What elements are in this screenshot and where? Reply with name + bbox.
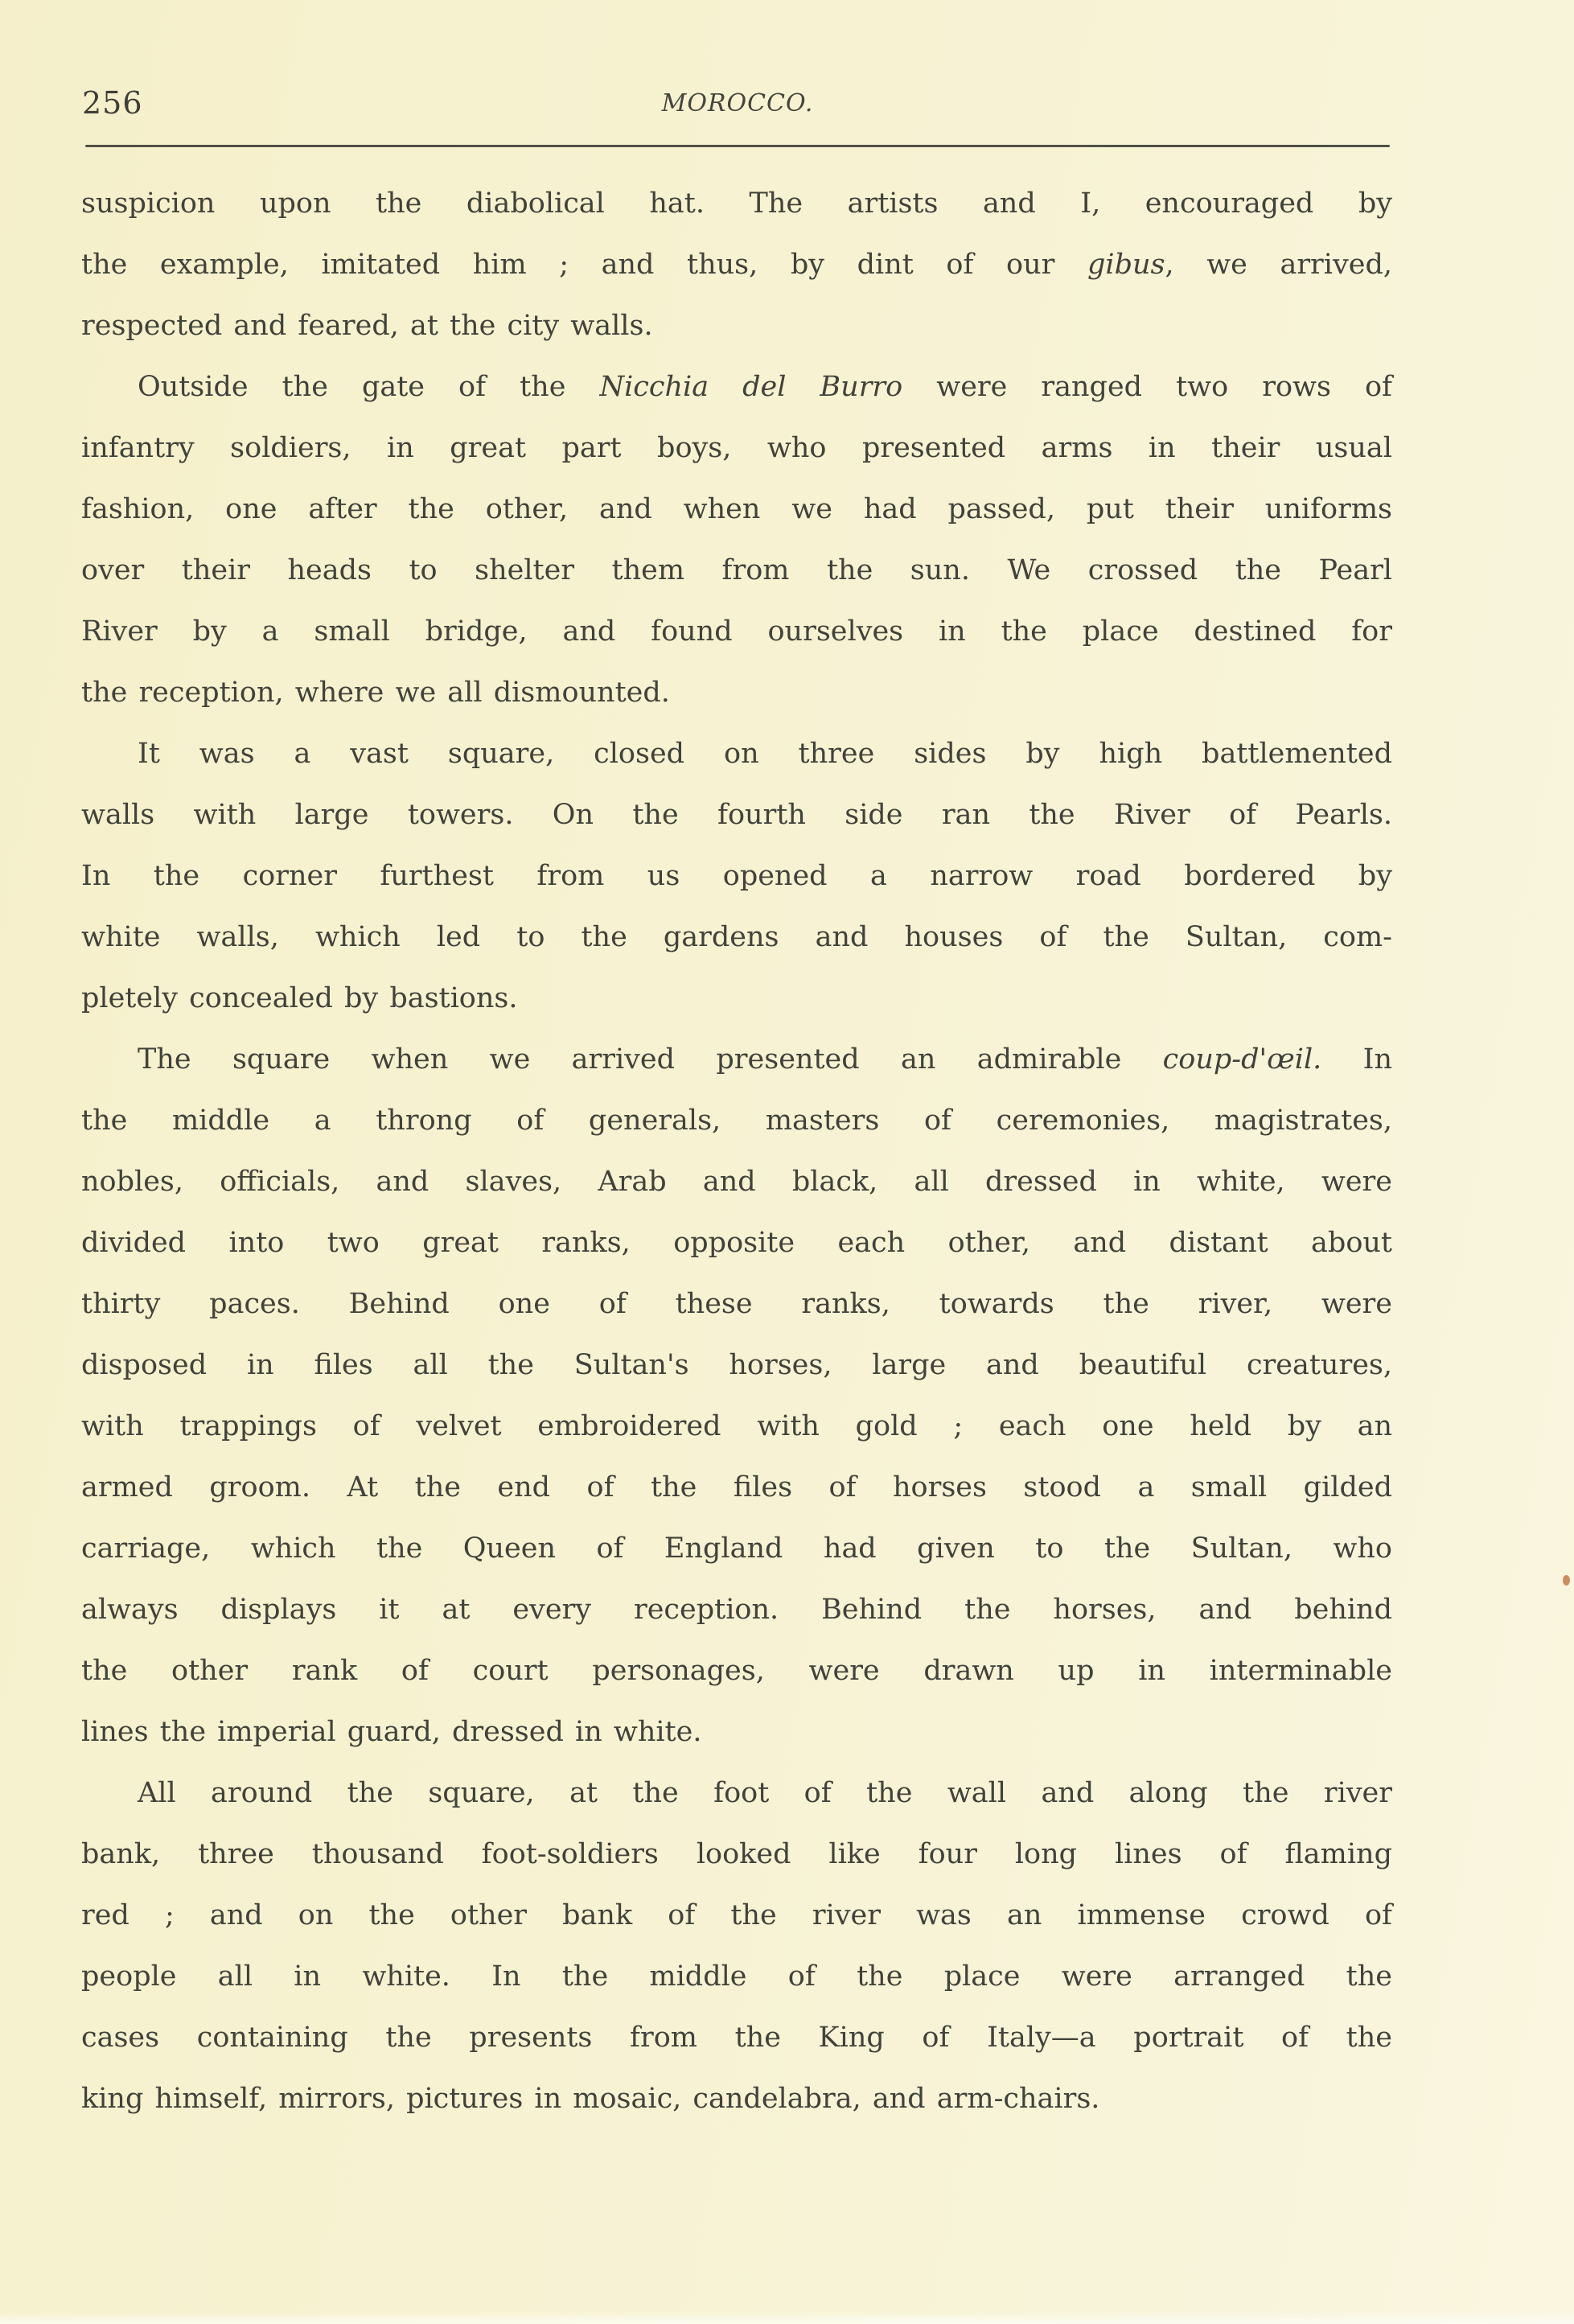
text-line: the other rank of court personages, were drawn up in interminable — [81, 1655, 1392, 1687]
text-line: king himself, mirrors, pictures in mosaic, candelabra, and arm-chairs. — [81, 2083, 1100, 2115]
page-header — [82, 85, 1393, 122]
text-line: armed groom. At the end of the files of horses stood a small gilded — [81, 1471, 1392, 1503]
text-line: infantry soldiers, in great part boys, who presented arms in their usual — [81, 432, 1392, 464]
text-line: suspicion upon the diabolical hat. The artists and I, encouraged by — [81, 187, 1392, 220]
text-line: pletely concealed by bastions. — [81, 982, 518, 1014]
running-header: MOROCCO. — [661, 89, 814, 117]
text-line: lines the imperial guard, dressed in white. — [81, 1716, 702, 1748]
text-line: bank, three thousand foot-soldiers looked like four long lines of flaming — [81, 1838, 1392, 1870]
header-rule — [85, 145, 1390, 147]
text-line: carriage, which the Queen of England had given to the Sultan, who — [81, 1532, 1392, 1565]
paragraph — [81, 1029, 1392, 1763]
text-line: the example, imitated him ; and thus, by dint of our gibus, we arrived, — [81, 249, 1392, 281]
text-line: The square when we arrived presented an admirable coup-d'œil. In — [138, 1043, 1392, 1076]
text-line: respected and feared, at the city walls. — [81, 310, 653, 342]
text-line: cases containing the presents from the King of Italy—a portrait of the — [81, 2022, 1392, 2054]
text-line: disposed in files all the Sultan's horses, large and beautiful creatures, — [81, 1349, 1392, 1381]
text-line: River by a small bridge, and found ourselves in the place destined for — [81, 615, 1392, 648]
page-number: 256 — [82, 85, 143, 121]
text-line: fashion, one after the other, and when we had passed, put their uniforms — [81, 493, 1392, 525]
text-line: In the corner furthest from us opened a narrow road bordered by — [81, 860, 1392, 892]
text-line: red ; and on the other bank of the river was an immense crowd of — [81, 1899, 1392, 1931]
text-line: It was a vast square, closed on three sides by high battlemented — [138, 738, 1392, 770]
text-line: white walls, which led to the gardens and houses of the Sultan, com- — [81, 921, 1392, 953]
text-line: the middle a throng of generals, masters of ceremonies, magistrates, — [81, 1104, 1392, 1137]
text-line: walls with large towers. On the fourth side ran the River of Pearls. — [81, 799, 1392, 831]
text-line: people all in white. In the middle of the place were arranged the — [81, 1960, 1392, 1993]
text-line: the reception, where we all dismounted. — [81, 677, 670, 709]
text-line: All around the square, at the foot of the wall and along the river — [138, 1777, 1392, 1809]
paper-speck — [1563, 1575, 1570, 1586]
paragraph — [81, 173, 1392, 356]
text-line: always displays it at every reception. Behind the horses, and behind — [81, 1594, 1392, 1626]
text-line: Outside the gate of the Nicchia del Burro were ranged two rows of — [138, 371, 1393, 403]
text-line: over their heads to shelter them from the sun. We crossed the Pearl — [81, 554, 1392, 586]
paragraph — [81, 1763, 1392, 2129]
text-line: with trappings of velvet embroidered with gold ; each one held by an — [81, 1410, 1392, 1442]
text-block — [81, 173, 1392, 2129]
text-line: thirty paces. Behind one of these ranks, towards the river, were — [81, 1288, 1392, 1320]
text-line: divided into two great ranks, opposite each other, and distant about — [81, 1227, 1392, 1259]
paragraph — [81, 723, 1392, 1029]
text-line: nobles, officials, and slaves, Arab and black, all dressed in white, were — [81, 1166, 1392, 1198]
paragraph — [81, 356, 1392, 723]
